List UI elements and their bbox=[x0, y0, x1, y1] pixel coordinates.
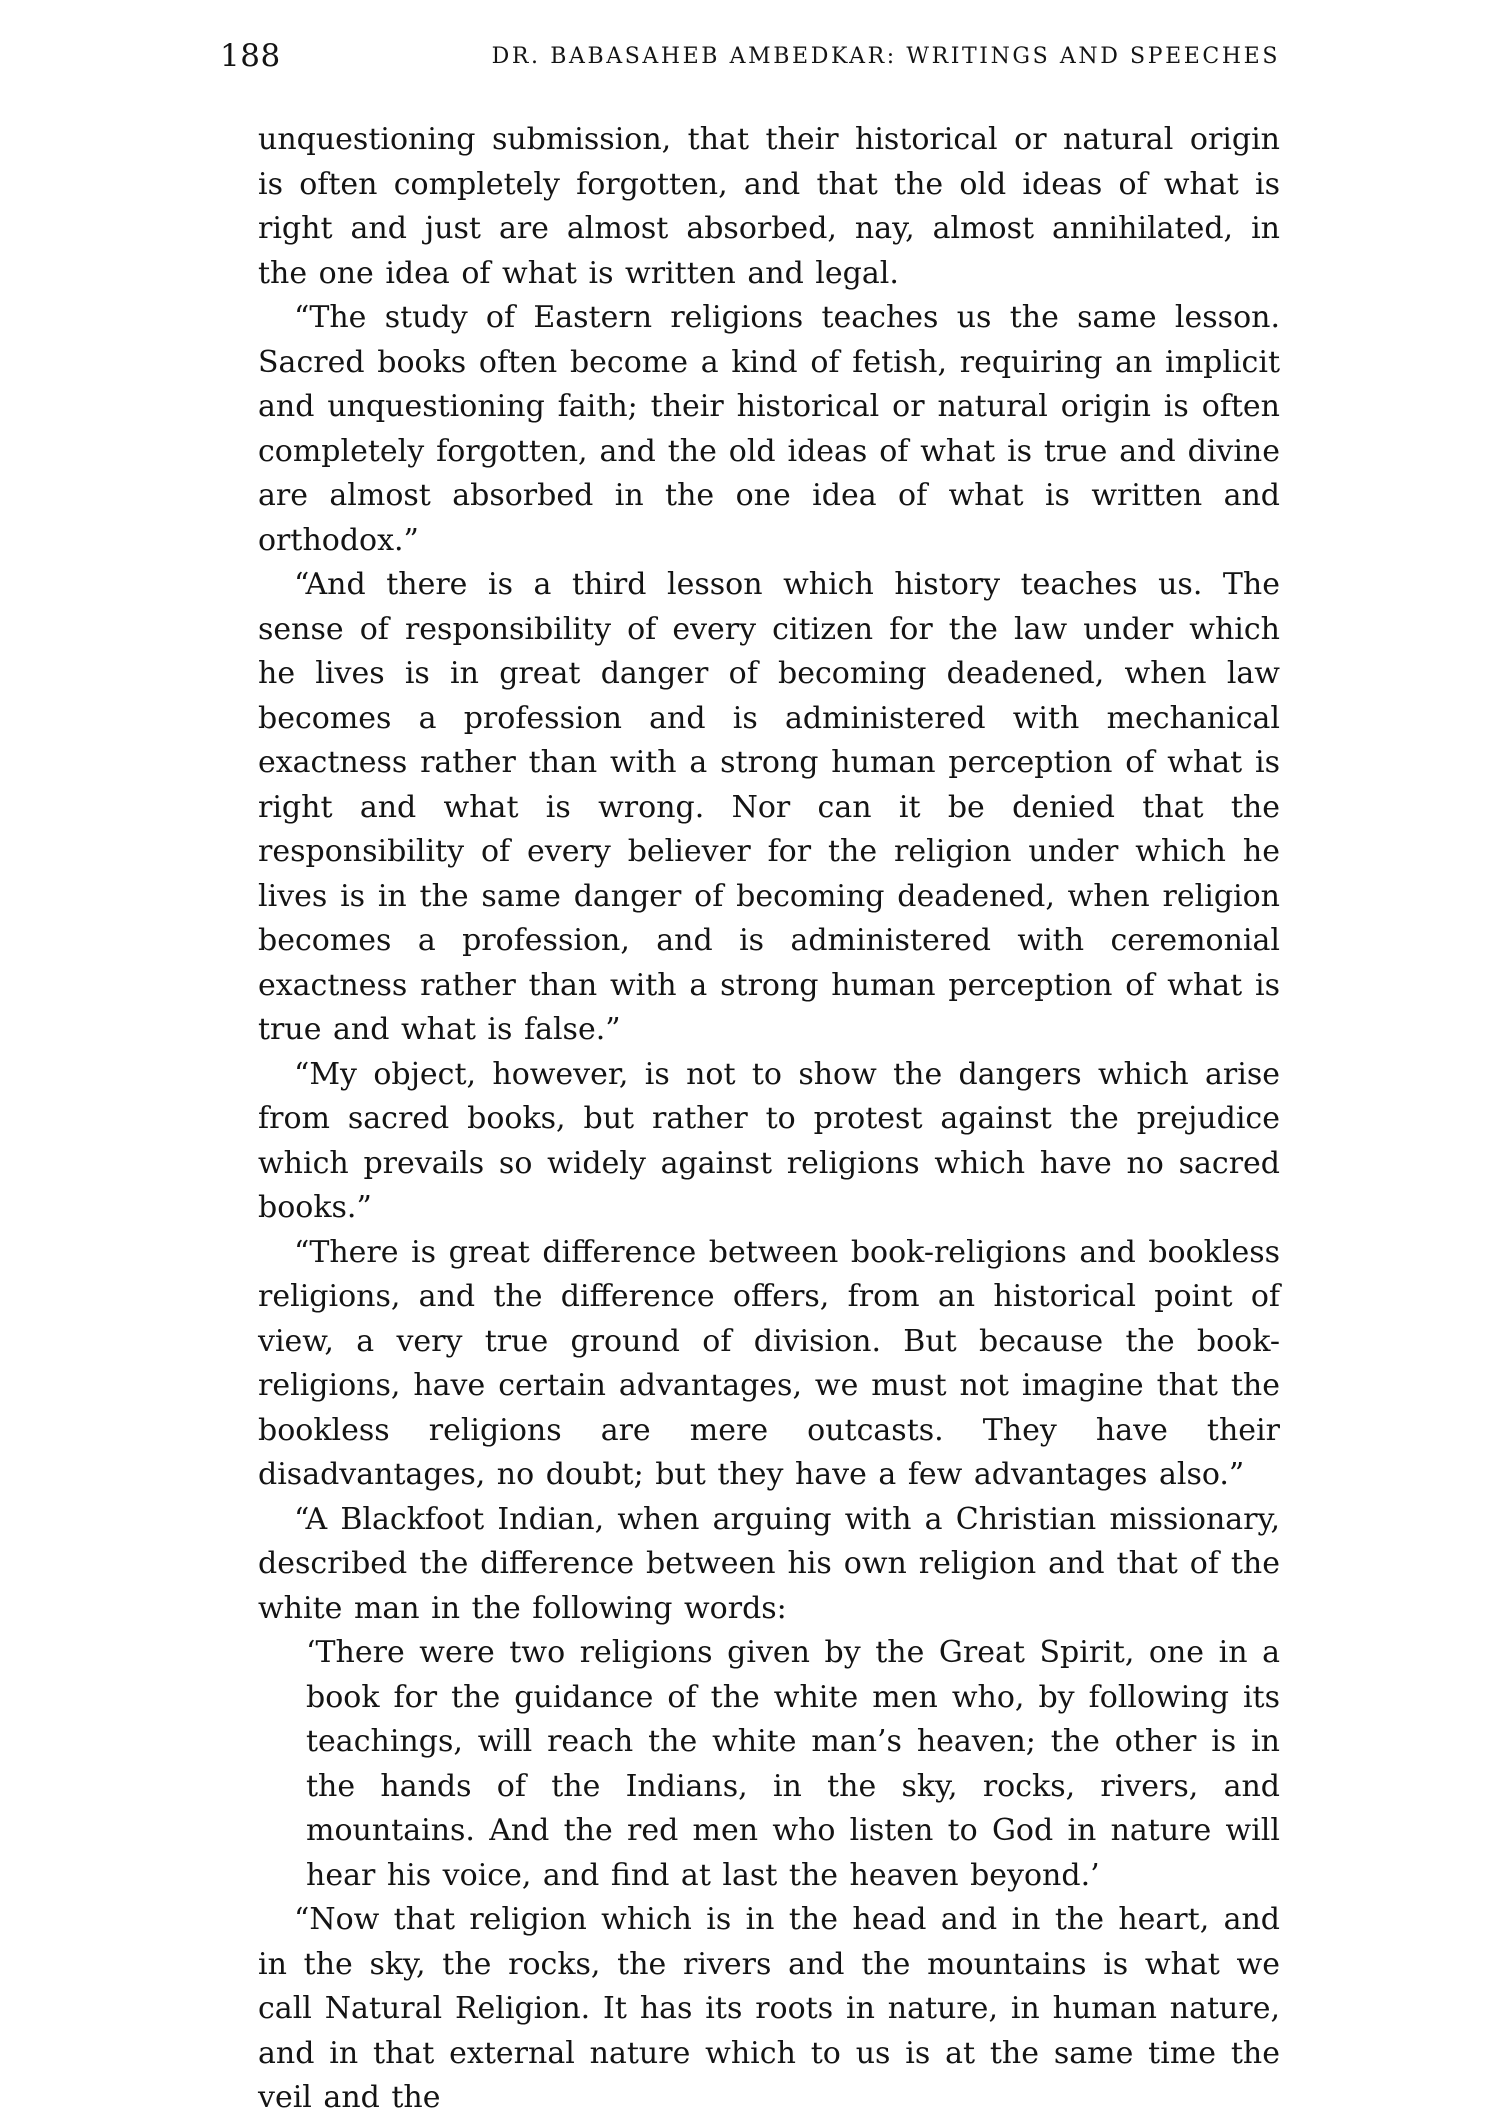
block-quote-great-spirit: ‘There were two religions given by the Great Spirit, one in a book for the guidance of the white men who, by following its teachings, will reach the white man’s heaven; the other is in the hands of the Indians, in the sky, rocks, rivers, and mountains. And the red men who listen to God in nature will hear his voice, and find at last the heaven beyond.’ bbox=[306, 1635, 1280, 1893]
page-body-text bbox=[258, 118, 1280, 2121]
paragraph-continuation: unquestioning submission, that their historical or natural origin is often completely forgotten, and that the old ideas of what is right and just are almost absorbed, nay, almost annihilated, in the one idea of what is written and legal. bbox=[258, 122, 1280, 291]
paragraph-natural-religion: “Now that religion which is in the head and in the heart, and in the sky, the rocks, the rivers and the mountains is what we call Natural Religion. It has its roots in nature, in human nature, and in that external nature which to us is at the same time the veil and the bbox=[258, 1902, 1280, 2115]
page-number: 188 bbox=[220, 38, 281, 74]
paragraph-eastern-religions: “The study of Eastern religions teaches us the same lesson. Sacred books often become a kind of fetish, requiring an implicit and unquestioning faith; their historical or natural origin is often completely forgotten, and the old ideas of what is true and divine are almost absorbed in the one idea of what is written and orthodox.” bbox=[258, 300, 1280, 558]
paragraph-object: “My object, however, is not to show the dangers which arise from sacred books, but rather to protest against the prejudice which prevails so widely against religions which have no sacred books.” bbox=[258, 1056, 1280, 1225]
paragraph-third-lesson: “And there is a third lesson which history teaches us. The sense of responsibility of every citizen for the law under which he lives is in great danger of becoming deadened, when law becomes a profession and is administered with mechanical exactness rather than with a strong human perception of what is right and what is wrong. Nor can it be denied that the responsibility of every believer for the religion under which he lives is in the same danger of becoming deadened, when religion becomes a profession, and is administered with ceremonial exactness rather than with a strong human perception of what is true and what is false.” bbox=[258, 567, 1280, 1047]
paragraph-blackfoot-indian: “A Blackfoot Indian, when arguing with a Christian missionary, described the difference between his own religion and that of the white man in the following words: bbox=[258, 1501, 1280, 1626]
running-header bbox=[220, 38, 1280, 78]
running-title: DR. BABASAHEB AMBEDKAR: WRITINGS AND SPEECHES bbox=[491, 44, 1280, 69]
paragraph-book-religions: “There is great difference between book-religions and bookless religions, and the difference offers, from an historical point of view, a very true ground of division. But because the book-religions, have certain advantages, we must not imagine that the bookless religions are mere outcasts. They have their disadvantages, no doubt; but they have a few advantages also.” bbox=[258, 1234, 1280, 1492]
